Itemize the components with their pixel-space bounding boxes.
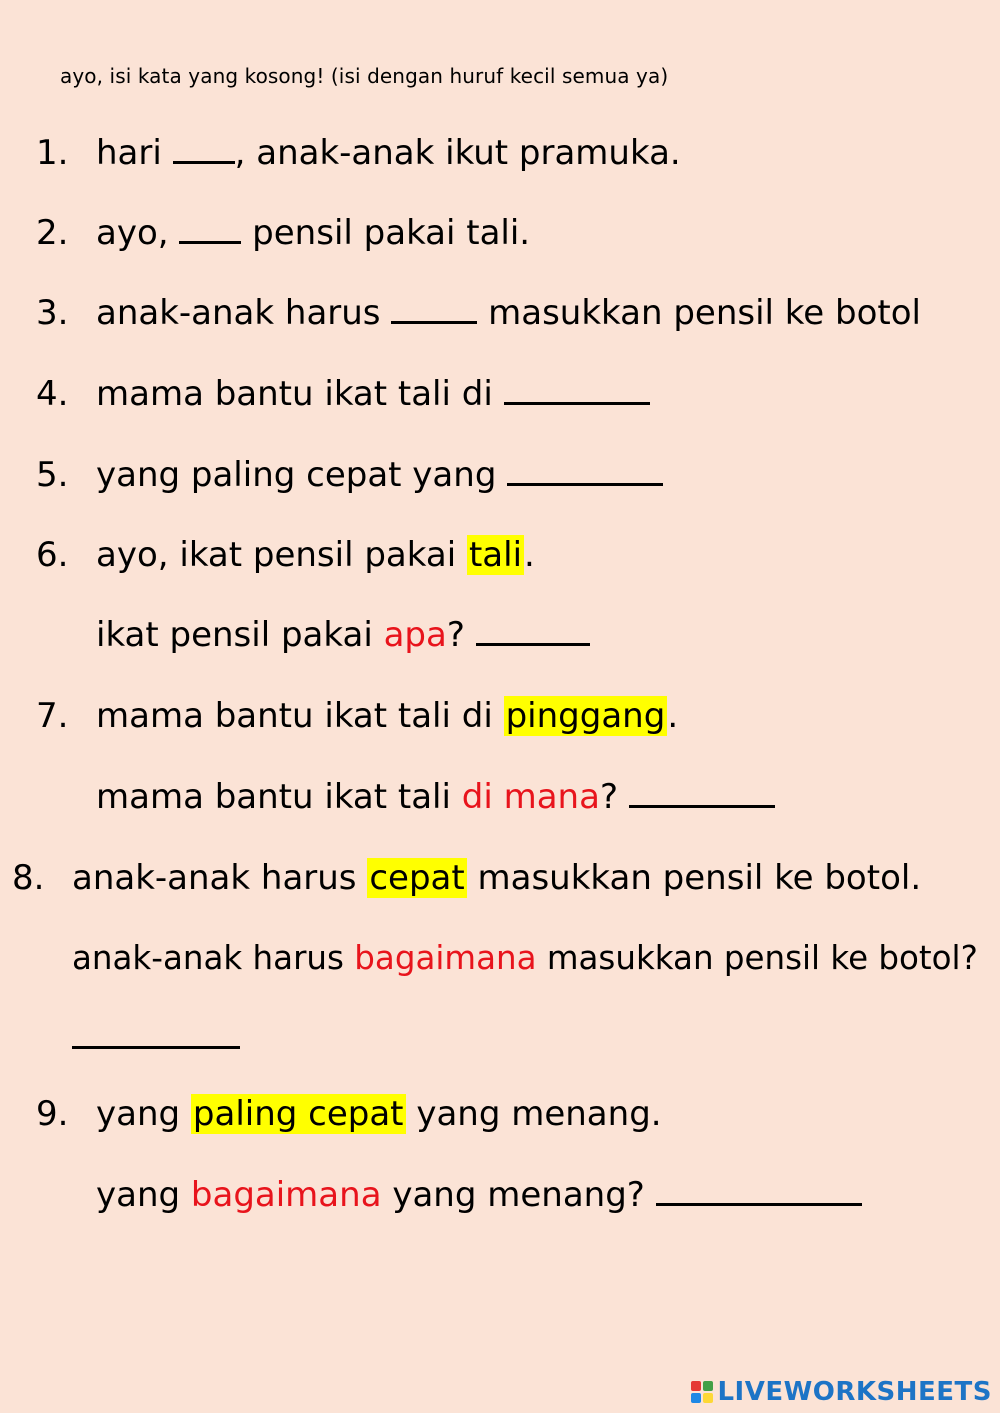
- question-5: [96, 452, 663, 498]
- question-number: 8.: [12, 858, 45, 898]
- answer-blank-2[interactable]: [179, 211, 241, 244]
- question-text: masukkan pensil ke botol?: [536, 939, 978, 977]
- question-text: masukkan pensil ke botol.: [466, 858, 922, 898]
- question-word: apa: [383, 615, 447, 655]
- highlighted-word: paling cepat: [192, 1094, 404, 1134]
- answer-blank-7[interactable]: [629, 775, 775, 808]
- question-text: ayo,: [96, 213, 180, 253]
- question-text: yang: [96, 1094, 191, 1134]
- question-text: ikat pensil pakai: [96, 615, 384, 655]
- question-number: 3.: [36, 293, 69, 333]
- question-number: 4.: [36, 374, 69, 414]
- question-text: anak-anak harus: [72, 858, 368, 898]
- logo-text: LIVEWORKSHEETS: [717, 1377, 992, 1407]
- question-6-sub: [96, 612, 590, 658]
- question-6: [96, 532, 535, 578]
- question-3: [96, 290, 921, 336]
- question-number: 5.: [36, 455, 69, 495]
- question-word: bagaimana: [190, 1175, 382, 1215]
- question-text: masukkan pensil ke botol: [477, 293, 921, 333]
- question-text: mama bantu ikat tali di: [96, 374, 504, 414]
- question-number: 9.: [36, 1094, 69, 1134]
- question-text: yang menang.: [405, 1094, 662, 1134]
- question-text: mama bantu ikat tali di: [96, 696, 504, 736]
- question-text: yang paling cepat yang: [96, 455, 508, 495]
- answer-blank-8[interactable]: [72, 1016, 240, 1049]
- question-7-sub: [96, 774, 775, 820]
- highlighted-word: tali: [468, 535, 523, 575]
- question-number: 1.: [36, 133, 69, 173]
- question-8-sub: [72, 935, 978, 981]
- logo-icon: [691, 1381, 713, 1403]
- liveworksheets-logo: [691, 1377, 992, 1407]
- instruction-text: ayo, isi kata yang kosong! (isi dengan huruf kecil semua ya): [60, 64, 669, 88]
- question-text: anak-anak harus: [72, 939, 355, 977]
- highlighted-word: pinggang: [505, 696, 666, 736]
- question-8: [72, 855, 921, 901]
- question-number: 6.: [36, 535, 69, 575]
- question-text: , anak-anak ikut pramuka.: [234, 133, 681, 173]
- question-8-answer-line: [72, 1015, 240, 1061]
- answer-blank-4[interactable]: [504, 372, 650, 405]
- question-4: [96, 371, 650, 417]
- question-word: bagaimana: [354, 939, 537, 977]
- question-text: yang: [96, 1175, 191, 1215]
- question-9-sub: [96, 1172, 862, 1218]
- answer-blank-6[interactable]: [476, 613, 590, 646]
- question-text: ?: [599, 777, 629, 817]
- question-9: [96, 1091, 662, 1137]
- question-text: mama bantu ikat tali: [96, 777, 462, 817]
- answer-blank-1[interactable]: [173, 131, 235, 164]
- question-text: hari: [96, 133, 173, 173]
- question-text: yang menang?: [381, 1175, 656, 1215]
- question-number: 7.: [36, 696, 69, 736]
- answer-blank-5[interactable]: [507, 453, 663, 486]
- question-text: .: [524, 535, 535, 575]
- question-text: ?: [446, 615, 476, 655]
- question-text: anak-anak harus: [96, 293, 392, 333]
- question-text: ayo, ikat pensil pakai: [96, 535, 467, 575]
- answer-blank-3[interactable]: [391, 291, 477, 324]
- question-text: .: [667, 696, 679, 736]
- highlighted-word: cepat: [369, 858, 465, 898]
- question-word: di mana: [461, 777, 600, 817]
- question-7: [96, 693, 678, 739]
- question-number: 2.: [36, 213, 69, 253]
- question-2: [96, 210, 530, 256]
- question-1: [96, 130, 681, 176]
- answer-blank-9[interactable]: [656, 1173, 862, 1206]
- question-text: pensil pakai tali.: [241, 213, 531, 253]
